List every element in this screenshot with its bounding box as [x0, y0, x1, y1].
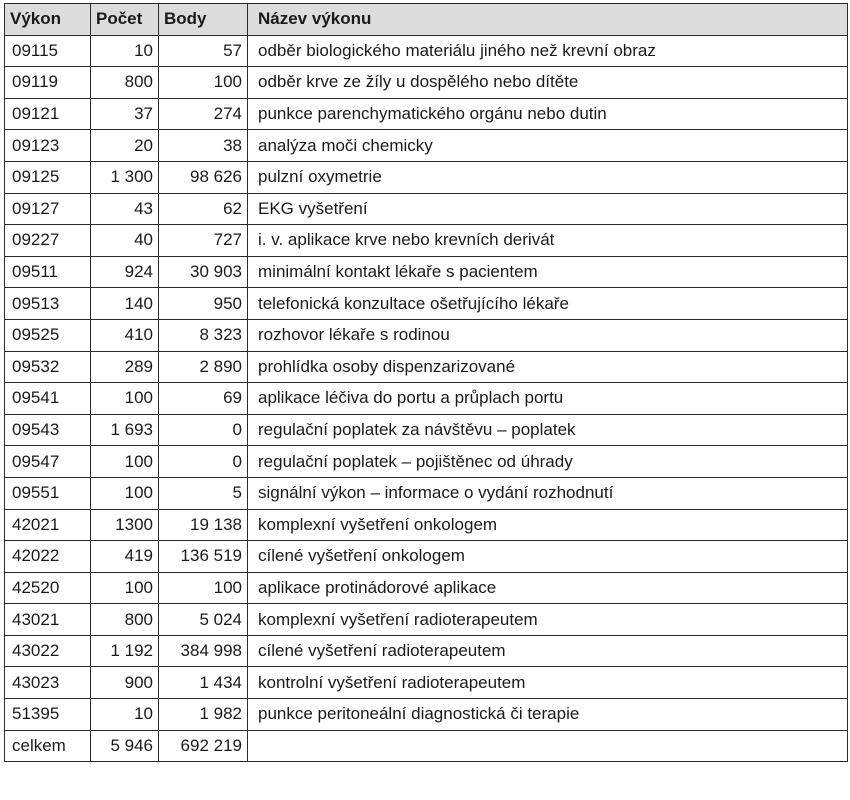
- cell-count: 924: [91, 256, 159, 288]
- table-row: [5, 477, 848, 509]
- cell-points: 5: [159, 477, 248, 509]
- cell-name: minimální kontakt lékaře s pacientem: [248, 256, 848, 288]
- cell-code: 09127: [5, 193, 91, 225]
- cell-name: punkce peritoneální diagnostická či terapie: [248, 699, 848, 731]
- cell-code: 09532: [5, 351, 91, 383]
- table-row: [5, 288, 848, 320]
- total-label: celkem: [5, 730, 91, 762]
- cell-name: pulzní oxymetrie: [248, 161, 848, 193]
- table-row: [5, 161, 848, 193]
- cell-name: analýza moči chemicky: [248, 130, 848, 162]
- cell-count: 800: [91, 67, 159, 99]
- cell-points: 0: [159, 446, 248, 478]
- cell-points: 62: [159, 193, 248, 225]
- cell-count: 100: [91, 383, 159, 415]
- cell-code: 09525: [5, 319, 91, 351]
- cell-code: 09119: [5, 67, 91, 99]
- cell-code: 43022: [5, 635, 91, 667]
- cell-name: cílené vyšetření onkologem: [248, 541, 848, 573]
- header-row: [5, 4, 848, 36]
- cell-code: 09513: [5, 288, 91, 320]
- cell-name: odběr krve ze žíly u dospělého nebo dítěte: [248, 67, 848, 99]
- cell-count: 900: [91, 667, 159, 699]
- header-code: Výkon: [5, 4, 91, 36]
- cell-name: regulační poplatek – pojištěnec od úhrady: [248, 446, 848, 478]
- cell-count: 100: [91, 572, 159, 604]
- cell-count: 1300: [91, 509, 159, 541]
- cell-count: 10: [91, 699, 159, 731]
- cell-name: punkce parenchymatického orgánu nebo dutin: [248, 98, 848, 130]
- cell-count: 1 693: [91, 414, 159, 446]
- total-points: 692 219: [159, 730, 248, 762]
- cell-code: 42520: [5, 572, 91, 604]
- cell-code: 09125: [5, 161, 91, 193]
- cell-points: 19 138: [159, 509, 248, 541]
- cell-count: 40: [91, 225, 159, 257]
- cell-points: 5 024: [159, 604, 248, 636]
- cell-code: 09121: [5, 98, 91, 130]
- table-row: [5, 35, 848, 67]
- cell-points: 0: [159, 414, 248, 446]
- cell-count: 1 300: [91, 161, 159, 193]
- table-body: [5, 35, 848, 762]
- table-row: [5, 319, 848, 351]
- cell-name: odběr biologického materiálu jiného než krevní obraz: [248, 35, 848, 67]
- cell-points: 100: [159, 67, 248, 99]
- cell-code: 09541: [5, 383, 91, 415]
- table-row: [5, 351, 848, 383]
- procedures-table: [4, 3, 848, 762]
- cell-points: 1 982: [159, 699, 248, 731]
- cell-name: prohlídka osoby dispenzarizované: [248, 351, 848, 383]
- cell-count: 800: [91, 604, 159, 636]
- cell-points: 950: [159, 288, 248, 320]
- cell-points: 384 998: [159, 635, 248, 667]
- cell-points: 727: [159, 225, 248, 257]
- header-points: Body: [159, 4, 248, 36]
- cell-count: 1 192: [91, 635, 159, 667]
- cell-code: 51395: [5, 699, 91, 731]
- cell-name: regulační poplatek za návštěvu – poplatek: [248, 414, 848, 446]
- cell-count: 289: [91, 351, 159, 383]
- cell-points: 8 323: [159, 319, 248, 351]
- cell-name: cílené vyšetření radioterapeutem: [248, 635, 848, 667]
- cell-name: aplikace protinádorové aplikace: [248, 572, 848, 604]
- total-count: 5 946: [91, 730, 159, 762]
- cell-code: 09227: [5, 225, 91, 257]
- cell-points: 136 519: [159, 541, 248, 573]
- cell-name: komplexní vyšetření radioterapeutem: [248, 604, 848, 636]
- cell-points: 100: [159, 572, 248, 604]
- cell-code: 09551: [5, 477, 91, 509]
- cell-count: 100: [91, 446, 159, 478]
- cell-code: 42022: [5, 541, 91, 573]
- table-row: [5, 541, 848, 573]
- cell-points: 69: [159, 383, 248, 415]
- cell-name: signální výkon – informace o vydání rozhodnutí: [248, 477, 848, 509]
- cell-count: 100: [91, 477, 159, 509]
- cell-code: 09123: [5, 130, 91, 162]
- table-row: [5, 67, 848, 99]
- cell-name: kontrolní vyšetření radioterapeutem: [248, 667, 848, 699]
- table-row: [5, 667, 848, 699]
- table-row: [5, 193, 848, 225]
- cell-code: 09115: [5, 35, 91, 67]
- cell-count: 410: [91, 319, 159, 351]
- cell-count: 43: [91, 193, 159, 225]
- cell-name: rozhovor lékaře s rodinou: [248, 319, 848, 351]
- header-name: Název výkonu: [248, 4, 848, 36]
- cell-count: 419: [91, 541, 159, 573]
- table-row: [5, 446, 848, 478]
- cell-name: aplikace léčiva do portu a průplach portu: [248, 383, 848, 415]
- cell-code: 09543: [5, 414, 91, 446]
- table-row: [5, 572, 848, 604]
- total-row: [5, 730, 848, 762]
- cell-count: 20: [91, 130, 159, 162]
- cell-points: 98 626: [159, 161, 248, 193]
- table-row: [5, 604, 848, 636]
- cell-code: 43023: [5, 667, 91, 699]
- cell-points: 30 903: [159, 256, 248, 288]
- cell-points: 57: [159, 35, 248, 67]
- table-row: [5, 635, 848, 667]
- cell-code: 09547: [5, 446, 91, 478]
- cell-code: 42021: [5, 509, 91, 541]
- table-row: [5, 130, 848, 162]
- cell-name: telefonická konzultace ošetřujícího lékaře: [248, 288, 848, 320]
- cell-points: 38: [159, 130, 248, 162]
- table-row: [5, 383, 848, 415]
- cell-points: 1 434: [159, 667, 248, 699]
- table-row: [5, 225, 848, 257]
- cell-name: i. v. aplikace krve nebo krevních derivát: [248, 225, 848, 257]
- cell-count: 140: [91, 288, 159, 320]
- table-row: [5, 699, 848, 731]
- cell-code: 43021: [5, 604, 91, 636]
- header-count: Počet: [91, 4, 159, 36]
- table-row: [5, 509, 848, 541]
- cell-name: komplexní vyšetření onkologem: [248, 509, 848, 541]
- cell-count: 10: [91, 35, 159, 67]
- total-name: [248, 730, 848, 762]
- table-row: [5, 256, 848, 288]
- cell-points: 2 890: [159, 351, 248, 383]
- table-row: [5, 414, 848, 446]
- cell-points: 274: [159, 98, 248, 130]
- cell-name: EKG vyšetření: [248, 193, 848, 225]
- cell-count: 37: [91, 98, 159, 130]
- table-row: [5, 98, 848, 130]
- cell-code: 09511: [5, 256, 91, 288]
